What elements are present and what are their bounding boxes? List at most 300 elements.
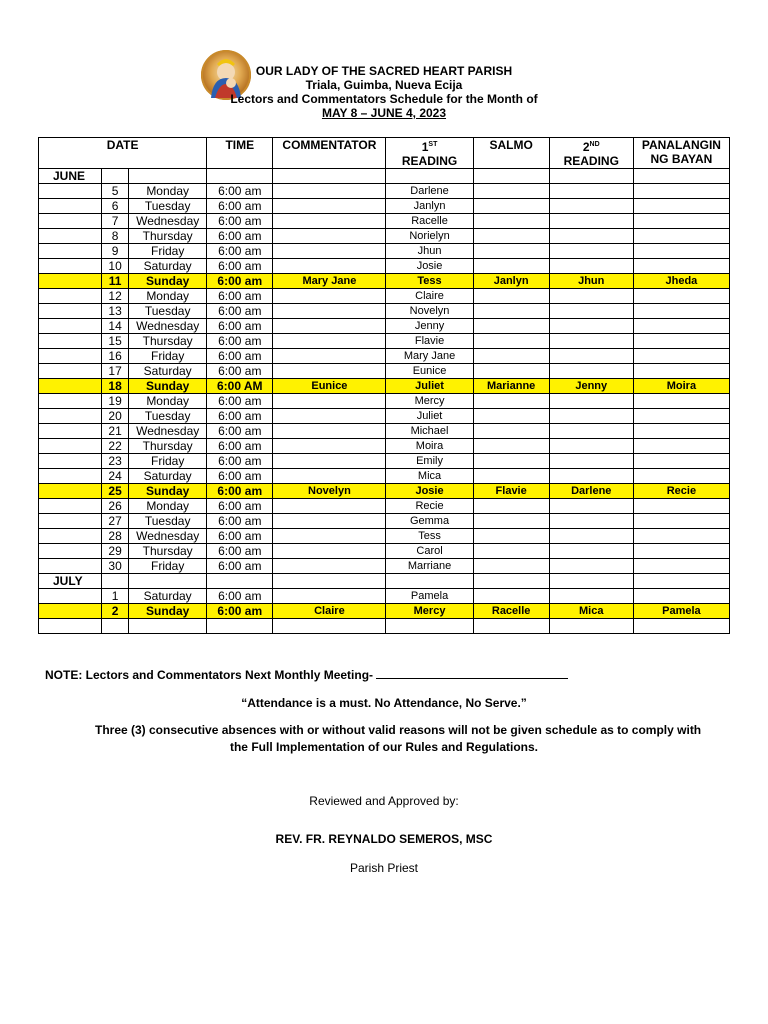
empty-cell <box>386 169 473 184</box>
day-number: 6 <box>102 199 129 214</box>
salmo-cell <box>473 469 549 484</box>
empty-cell <box>549 574 633 589</box>
day-number: 24 <box>102 469 129 484</box>
table-row <box>39 439 730 454</box>
header-panalangin: PANALANGIN NG BAYAN <box>633 138 729 169</box>
month-cell <box>39 259 102 274</box>
mass-time: 6:00 am <box>207 184 273 199</box>
table-row <box>39 304 730 319</box>
second-reading-cell <box>549 289 633 304</box>
commentator-cell: Mary Jane <box>273 274 386 289</box>
month-cell <box>39 454 102 469</box>
salmo-cell <box>473 409 549 424</box>
salmo-cell <box>473 454 549 469</box>
meeting-date-blank <box>376 668 568 679</box>
first-reading-cell: Josie <box>386 259 473 274</box>
commentator-cell <box>273 469 386 484</box>
table-row <box>39 589 730 604</box>
table-row <box>39 199 730 214</box>
commentator-cell <box>273 364 386 379</box>
panalangin-cell <box>633 244 729 259</box>
second-reading-cell <box>549 394 633 409</box>
salmo-cell <box>473 394 549 409</box>
table-row <box>39 244 730 259</box>
commentator-cell <box>273 409 386 424</box>
mass-time: 6:00 am <box>207 409 273 424</box>
first-reading-cell: Mercy <box>386 604 473 619</box>
month-cell <box>39 214 102 229</box>
day-number: 27 <box>102 514 129 529</box>
salmo-cell <box>473 259 549 274</box>
day-number: 12 <box>102 289 129 304</box>
table-header-row <box>39 138 730 169</box>
empty-cell <box>386 574 473 589</box>
table-row <box>39 559 730 574</box>
commentator-cell <box>273 454 386 469</box>
table-row <box>39 334 730 349</box>
day-number: 30 <box>102 559 129 574</box>
table-row <box>39 484 730 499</box>
empty-cell <box>102 619 129 634</box>
month-cell <box>39 319 102 334</box>
panalangin-cell <box>633 229 729 244</box>
reviewed-label: Reviewed and Approved by: <box>309 794 459 808</box>
weekday: Sunday <box>129 604 207 619</box>
day-number: 10 <box>102 259 129 274</box>
mass-time: 6:00 am <box>207 604 273 619</box>
month-cell <box>39 514 102 529</box>
second-reading-cell: Jhun <box>549 274 633 289</box>
mass-time: 6:00 am <box>207 199 273 214</box>
first-reading-cell: Tess <box>386 274 473 289</box>
first-reading-cell: Pamela <box>386 589 473 604</box>
day-number: 7 <box>102 214 129 229</box>
second-reading-cell <box>549 259 633 274</box>
first-reading-cell: Jhun <box>386 244 473 259</box>
commentator-cell <box>273 529 386 544</box>
first-reading-cell: Mica <box>386 469 473 484</box>
month-cell <box>39 499 102 514</box>
month-cell <box>39 559 102 574</box>
panalangin-cell <box>633 424 729 439</box>
day-number: 18 <box>102 379 129 394</box>
panalangin-cell <box>633 289 729 304</box>
mass-time: 6:00 am <box>207 439 273 454</box>
second-reading-cell <box>549 529 633 544</box>
panalangin-cell <box>633 184 729 199</box>
month-cell <box>39 229 102 244</box>
mass-time: 6:00 am <box>207 484 273 499</box>
commentator-cell <box>273 244 386 259</box>
salmo-cell <box>473 304 549 319</box>
month-label: JUNE <box>39 169 102 184</box>
second-reading-cell <box>549 514 633 529</box>
panalangin-cell <box>633 199 729 214</box>
table-row <box>39 184 730 199</box>
empty-cell <box>386 619 473 634</box>
month-cell <box>39 379 102 394</box>
first-reading-cell: Juliet <box>386 379 473 394</box>
mass-time: 6:00 am <box>207 289 273 304</box>
first-reading-cell: Moira <box>386 439 473 454</box>
month-cell <box>39 364 102 379</box>
salmo-cell <box>473 559 549 574</box>
schedule-table <box>38 137 730 634</box>
table-row <box>39 379 730 394</box>
weekday: Saturday <box>129 589 207 604</box>
weekday: Wednesday <box>129 319 207 334</box>
mass-time: 6:00 am <box>207 274 273 289</box>
panalangin-cell <box>633 349 729 364</box>
empty-cell <box>207 169 273 184</box>
absence-rule-line-2: the Full Implementation of our Rules and Regulations. <box>229 740 538 754</box>
header-second-reading: 2ND READING <box>549 138 633 169</box>
salmo-cell <box>473 529 549 544</box>
empty-cell <box>129 169 207 184</box>
mass-time: 6:00 am <box>207 259 273 274</box>
empty-cell <box>633 574 729 589</box>
weekday: Friday <box>129 349 207 364</box>
attendance-notice: “Attendance is a must. No Attendance, No Serve.” <box>241 696 527 710</box>
first-reading-cell: Mercy <box>386 394 473 409</box>
day-number: 19 <box>102 394 129 409</box>
mass-time: 6:00 am <box>207 514 273 529</box>
weekday: Friday <box>129 559 207 574</box>
first-reading-cell: Novelyn <box>386 304 473 319</box>
month-cell <box>39 244 102 259</box>
salmo-cell <box>473 334 549 349</box>
first-reading-cell: Darlene <box>386 184 473 199</box>
salmo-cell <box>473 184 549 199</box>
month-cell <box>39 484 102 499</box>
first-reading-cell: Emily <box>386 454 473 469</box>
weekday: Wednesday <box>129 214 207 229</box>
mass-time: 6:00 am <box>207 214 273 229</box>
panalangin-cell <box>633 394 729 409</box>
commentator-cell <box>273 544 386 559</box>
schedule-subtitle: Lectors and Commentators Schedule for the Month of <box>230 92 538 106</box>
first-reading-cell: Mary Jane <box>386 349 473 364</box>
commentator-cell <box>273 559 386 574</box>
table-row <box>39 424 730 439</box>
weekday: Sunday <box>129 484 207 499</box>
first-reading-cell: Tess <box>386 529 473 544</box>
mass-time: 6:00 am <box>207 229 273 244</box>
second-reading-cell <box>549 439 633 454</box>
empty-cell <box>633 169 729 184</box>
header-salmo: SALMO <box>473 138 549 169</box>
day-number: 16 <box>102 349 129 364</box>
commentator-cell <box>273 199 386 214</box>
day-number: 14 <box>102 319 129 334</box>
panalangin-cell: Moira <box>633 379 729 394</box>
day-number: 11 <box>102 274 129 289</box>
second-reading-cell <box>549 334 633 349</box>
salmo-cell <box>473 199 549 214</box>
empty-cell <box>549 619 633 634</box>
mass-time: 6:00 am <box>207 589 273 604</box>
month-cell <box>39 589 102 604</box>
month-cell <box>39 184 102 199</box>
second-reading-cell <box>549 499 633 514</box>
mass-time: 6:00 am <box>207 454 273 469</box>
commentator-cell <box>273 214 386 229</box>
day-number: 22 <box>102 439 129 454</box>
salmo-cell <box>473 229 549 244</box>
commentator-cell <box>273 229 386 244</box>
mass-time: 6:00 am <box>207 499 273 514</box>
salmo-cell <box>473 439 549 454</box>
first-reading-cell: Josie <box>386 484 473 499</box>
second-reading-cell <box>549 349 633 364</box>
second-reading-cell <box>549 544 633 559</box>
day-number: 21 <box>102 424 129 439</box>
empty-cell <box>273 619 386 634</box>
empty-cell <box>39 619 102 634</box>
schedule-period: MAY 8 – JUNE 4, 2023 <box>321 106 447 120</box>
second-reading-cell <box>549 364 633 379</box>
salmo-cell <box>473 424 549 439</box>
month-cell <box>39 529 102 544</box>
commentator-cell <box>273 334 386 349</box>
table-row <box>39 604 730 619</box>
salmo-cell <box>473 319 549 334</box>
second-reading-cell <box>549 184 633 199</box>
parish-location: Triala, Guimba, Nueva Ecija <box>305 78 463 92</box>
empty-cell <box>549 169 633 184</box>
panalangin-cell <box>633 469 729 484</box>
first-reading-cell: Juliet <box>386 409 473 424</box>
month-cell <box>39 289 102 304</box>
panalangin-cell <box>633 439 729 454</box>
mass-time: 6:00 AM <box>207 379 273 394</box>
mass-time: 6:00 am <box>207 244 273 259</box>
empty-cell <box>207 619 273 634</box>
blank-row <box>39 619 730 634</box>
weekday: Friday <box>129 454 207 469</box>
header-commentator: COMMENTATOR <box>273 138 386 169</box>
weekday: Saturday <box>129 364 207 379</box>
day-number: 23 <box>102 454 129 469</box>
second-reading-cell <box>549 244 633 259</box>
table-row <box>39 544 730 559</box>
salmo-cell <box>473 589 549 604</box>
mass-time: 6:00 am <box>207 349 273 364</box>
first-reading-cell: Jenny <box>386 319 473 334</box>
day-number: 9 <box>102 244 129 259</box>
weekday: Saturday <box>129 259 207 274</box>
month-row <box>39 169 730 184</box>
empty-cell <box>473 619 549 634</box>
panalangin-cell <box>633 334 729 349</box>
commentator-cell: Claire <box>273 604 386 619</box>
table-row <box>39 274 730 289</box>
first-reading-cell: Michael <box>386 424 473 439</box>
panalangin-cell <box>633 304 729 319</box>
panalangin-cell <box>633 364 729 379</box>
second-reading-cell <box>549 304 633 319</box>
mass-time: 6:00 am <box>207 334 273 349</box>
month-cell <box>39 424 102 439</box>
commentator-cell <box>273 319 386 334</box>
weekday: Thursday <box>129 229 207 244</box>
day-number: 26 <box>102 499 129 514</box>
day-number: 13 <box>102 304 129 319</box>
panalangin-cell <box>633 454 729 469</box>
day-number: 15 <box>102 334 129 349</box>
panalangin-cell <box>633 259 729 274</box>
panalangin-cell <box>633 589 729 604</box>
weekday: Monday <box>129 184 207 199</box>
commentator-cell <box>273 259 386 274</box>
salmo-cell <box>473 244 549 259</box>
first-reading-cell: Janlyn <box>386 199 473 214</box>
commentator-cell <box>273 439 386 454</box>
second-reading-cell <box>549 214 633 229</box>
day-number: 28 <box>102 529 129 544</box>
month-cell <box>39 334 102 349</box>
month-cell <box>39 604 102 619</box>
empty-cell <box>207 574 273 589</box>
day-number: 2 <box>102 604 129 619</box>
salmo-cell <box>473 214 549 229</box>
month-cell <box>39 349 102 364</box>
commentator-cell <box>273 289 386 304</box>
table-row <box>39 529 730 544</box>
commentator-cell <box>273 499 386 514</box>
table-row <box>39 499 730 514</box>
table-row <box>39 319 730 334</box>
month-cell <box>39 469 102 484</box>
panalangin-cell <box>633 499 729 514</box>
day-number: 1 <box>102 589 129 604</box>
empty-cell <box>129 574 207 589</box>
salmo-cell: Racelle <box>473 604 549 619</box>
first-reading-cell: Carol <box>386 544 473 559</box>
empty-cell <box>102 574 129 589</box>
salmo-cell: Marianne <box>473 379 549 394</box>
second-reading-cell <box>549 409 633 424</box>
weekday: Thursday <box>129 334 207 349</box>
month-cell <box>39 544 102 559</box>
mass-time: 6:00 am <box>207 529 273 544</box>
parish-name: OUR LADY OF THE SACRED HEART PARISH <box>255 64 513 78</box>
weekday: Monday <box>129 289 207 304</box>
priest-name: REV. FR. REYNALDO SEMEROS, MSC <box>275 832 493 846</box>
salmo-cell: Flavie <box>473 484 549 499</box>
commentator-cell <box>273 349 386 364</box>
salmo-cell <box>473 514 549 529</box>
absence-rule-line-1: Three (3) consecutive absences with or without valid reasons will not be given schedule as to comply with <box>95 723 702 737</box>
weekday: Sunday <box>129 274 207 289</box>
mass-time: 6:00 am <box>207 544 273 559</box>
table-row <box>39 454 730 469</box>
table-row <box>39 289 730 304</box>
table-row <box>39 214 730 229</box>
header-date: DATE <box>39 138 207 169</box>
document-header <box>0 64 768 120</box>
weekday: Saturday <box>129 469 207 484</box>
panalangin-cell <box>633 514 729 529</box>
second-reading-cell <box>549 469 633 484</box>
table-row <box>39 409 730 424</box>
month-row <box>39 574 730 589</box>
second-reading-cell: Mica <box>549 604 633 619</box>
empty-cell <box>473 574 549 589</box>
table-row <box>39 229 730 244</box>
table-row <box>39 514 730 529</box>
commentator-cell <box>273 589 386 604</box>
second-reading-cell <box>549 454 633 469</box>
second-reading-cell <box>549 559 633 574</box>
header-first-reading: 1ST READING <box>386 138 473 169</box>
empty-cell <box>129 619 207 634</box>
table-row <box>39 469 730 484</box>
first-reading-cell: Racelle <box>386 214 473 229</box>
weekday: Tuesday <box>129 409 207 424</box>
panalangin-cell <box>633 214 729 229</box>
mass-time: 6:00 am <box>207 364 273 379</box>
commentator-cell <box>273 184 386 199</box>
day-number: 20 <box>102 409 129 424</box>
weekday: Tuesday <box>129 514 207 529</box>
mass-time: 6:00 am <box>207 559 273 574</box>
weekday: Tuesday <box>129 199 207 214</box>
weekday: Monday <box>129 394 207 409</box>
first-reading-cell: Gemma <box>386 514 473 529</box>
weekday: Wednesday <box>129 424 207 439</box>
commentator-cell <box>273 514 386 529</box>
day-number: 29 <box>102 544 129 559</box>
mass-time: 6:00 am <box>207 304 273 319</box>
empty-cell <box>633 619 729 634</box>
first-reading-cell: Marriane <box>386 559 473 574</box>
panalangin-cell <box>633 559 729 574</box>
month-cell <box>39 199 102 214</box>
empty-cell <box>273 574 386 589</box>
weekday: Tuesday <box>129 304 207 319</box>
month-cell <box>39 304 102 319</box>
first-reading-cell: Claire <box>386 289 473 304</box>
empty-cell <box>273 169 386 184</box>
commentator-cell: Eunice <box>273 379 386 394</box>
weekday: Thursday <box>129 439 207 454</box>
empty-cell <box>473 169 549 184</box>
salmo-cell <box>473 364 549 379</box>
panalangin-cell <box>633 529 729 544</box>
day-number: 8 <box>102 229 129 244</box>
commentator-cell <box>273 394 386 409</box>
weekday: Sunday <box>129 379 207 394</box>
first-reading-cell: Eunice <box>386 364 473 379</box>
second-reading-cell: Jenny <box>549 379 633 394</box>
first-reading-cell: Recie <box>386 499 473 514</box>
commentator-cell: Novelyn <box>273 484 386 499</box>
weekday: Thursday <box>129 544 207 559</box>
month-cell <box>39 394 102 409</box>
salmo-cell <box>473 544 549 559</box>
salmo-cell <box>473 499 549 514</box>
header-time: TIME <box>207 138 273 169</box>
mass-time: 6:00 am <box>207 424 273 439</box>
second-reading-cell <box>549 229 633 244</box>
day-number: 25 <box>102 484 129 499</box>
second-reading-cell <box>549 199 633 214</box>
mass-time: 6:00 am <box>207 319 273 334</box>
empty-cell <box>102 169 129 184</box>
weekday: Wednesday <box>129 529 207 544</box>
panalangin-cell: Pamela <box>633 604 729 619</box>
